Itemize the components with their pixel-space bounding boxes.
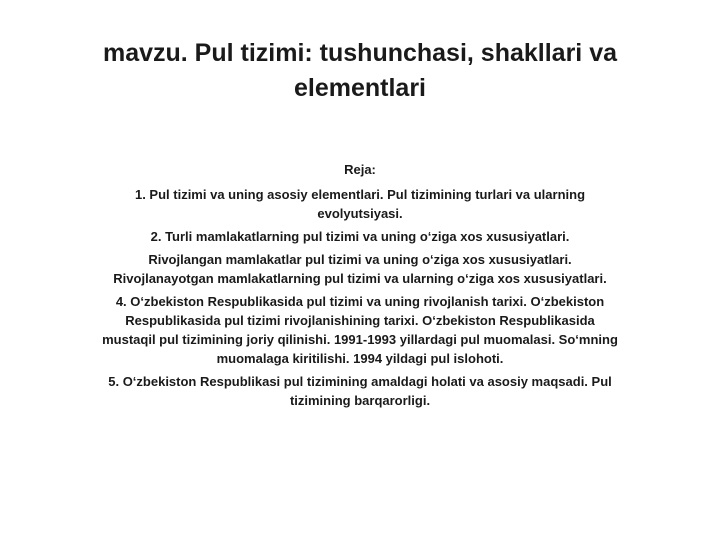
plan-item: 5. O‘zbekiston Respublikasi pul tizimining amaldagi holati va asosiy maqsadi. Pul tizimining barqarorligi.	[108, 374, 612, 408]
plan-heading: Reja:	[344, 162, 376, 177]
plan-item: 1. Pul tizimi va uning asosiy elementlari. Pul tizimining turlari va ularning evolyutsiyasi.	[134, 187, 586, 221]
plan-item: 4. O‘zbekiston Respublikasida pul tizimi va uning rivojlanish tarixi. O‘zbekiston Respublikasida pul tizimi rivojlanishining tarixi. O‘zbekiston Respublikasida mustaqil pul tizimining joriy qilinishi. 1991-1993 yillardagi pul muomalasi. So‘mning muomalaga kiritilishi. 1994 yildagi pul islohoti.	[102, 294, 618, 366]
plan-item: Rivojlangan mamlakatlar pul tizimi va uning o‘ziga xos xususiyatlari. Rivojlanayotgan mamlakatlarning pul tizimi va ularning o‘ziga xos xususiyatlari.	[113, 252, 607, 286]
plan-section	[100, 160, 620, 414]
plan-item: 2. Turli mamlakatlarning pul tizimi va uning o‘ziga xos xususiyatlari.	[150, 229, 570, 244]
slide-title: mavzu. Pul tizimi: tushunchasi, shakllari va elementlari	[102, 39, 618, 102]
